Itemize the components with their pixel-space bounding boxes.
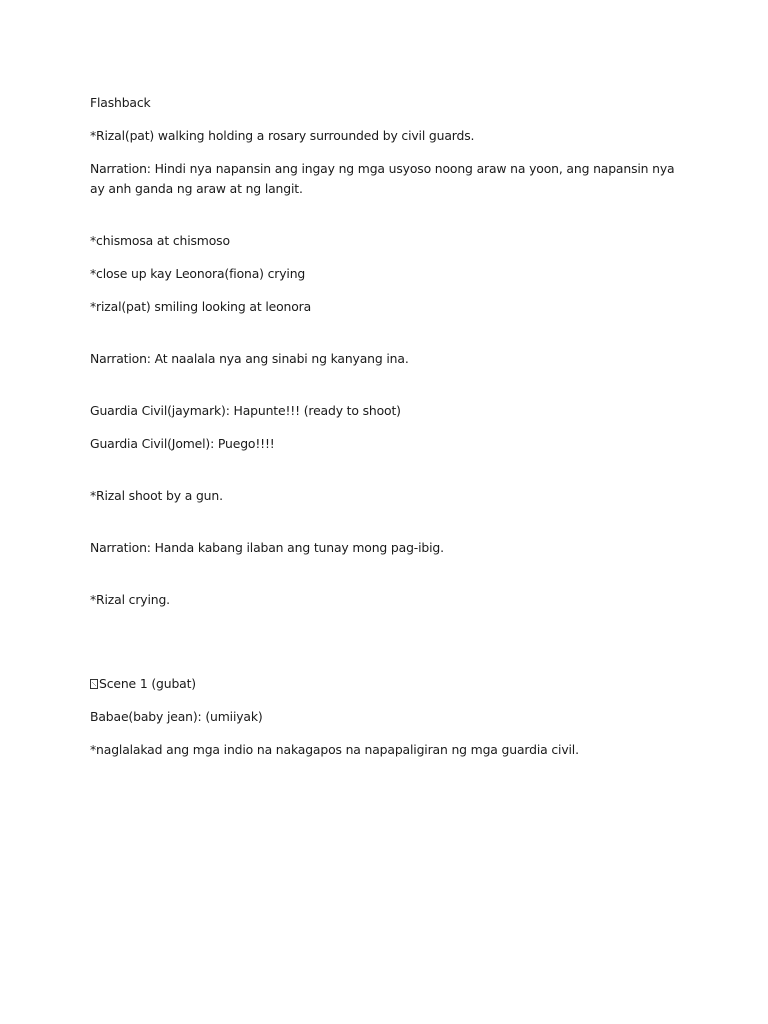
stage-direction: *close up kay Leonora(fiona) crying bbox=[90, 265, 306, 281]
scene-heading-text: Scene 1 (gubat) bbox=[99, 676, 196, 691]
stage-direction: *Rizal(pat) walking holding a rosary surrounded by civil guards. bbox=[90, 128, 475, 143]
scene-heading bbox=[90, 674, 680, 694]
stage-direction: *rizal(pat) smiling looking at leonora bbox=[90, 298, 312, 314]
stage-direction: *Rizal crying. bbox=[90, 591, 170, 607]
dialogue-line: Babae(baby jean): (umiiyak) bbox=[90, 709, 263, 724]
dialogue-line: Guardia Civil(jaymark): Hapunte!!! (ready to shoot) bbox=[90, 402, 401, 418]
missing-glyph-icon bbox=[90, 679, 98, 689]
heading-flashback: Flashback bbox=[90, 95, 151, 110]
document-body bbox=[90, 93, 680, 773]
narration-line: Narration: At naalala nya ang sinabi ng kanyang ina. bbox=[90, 350, 409, 366]
stage-direction: *chismosa at chismoso bbox=[90, 232, 230, 248]
stage-direction: *Rizal shoot by a gun. bbox=[90, 487, 223, 503]
stage-direction: *naglalakad ang mga indio na nakagapos na napapaligiran ng mga guardia civil. bbox=[90, 742, 579, 757]
dialogue-line: Guardia Civil(Jomel): Puego!!!! bbox=[90, 435, 275, 451]
narration-line: Narration: Hindi nya napansin ang ingay ng mga usyoso noong araw na yoon, ang napansin nya ay anh ganda ng araw at ng langit. bbox=[90, 161, 675, 196]
narration-line: Narration: Handa kabang ilaban ang tunay mong pag-ibig. bbox=[90, 539, 444, 555]
